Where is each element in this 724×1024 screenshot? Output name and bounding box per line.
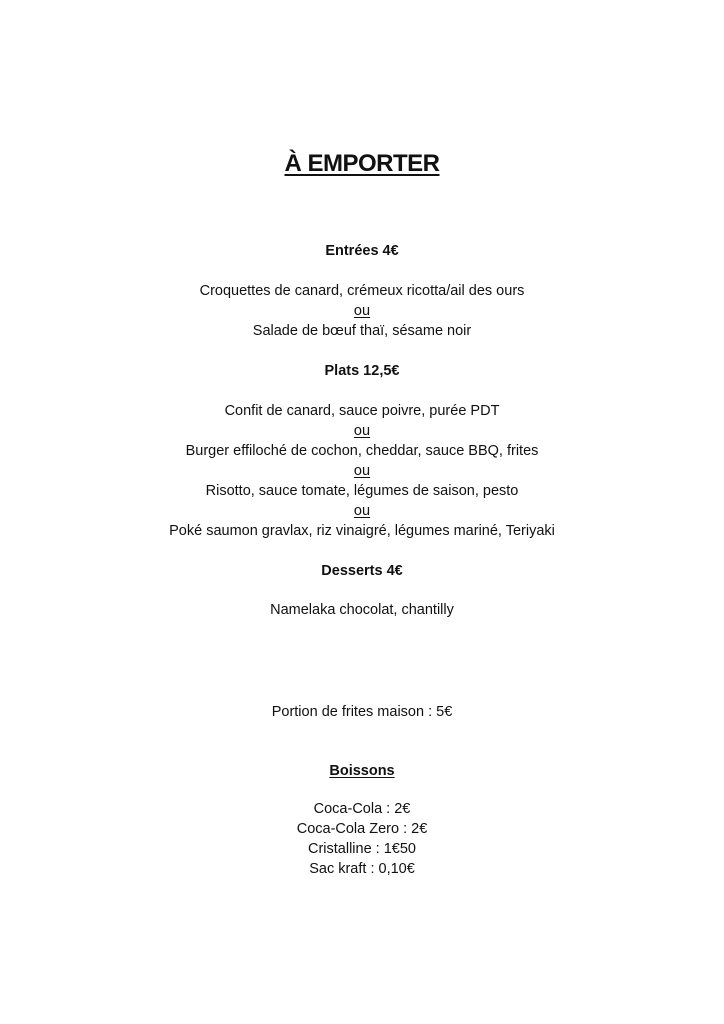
or-separator: ou bbox=[353, 463, 371, 479]
or-separator: ou bbox=[353, 303, 371, 319]
desserts-heading: Desserts 4€ bbox=[321, 563, 403, 579]
or-separator: ou bbox=[353, 423, 371, 439]
plats-heading: Plats 12,5€ bbox=[324, 363, 400, 379]
plat-item: Risotto, sauce tomate, légumes de saison, pesto bbox=[205, 483, 519, 499]
boisson-item: Cristalline : 1€50 bbox=[308, 841, 416, 857]
plat-item: Confit de canard, sauce poivre, purée PDT bbox=[224, 403, 500, 419]
boisson-item: Coca-Cola : 2€ bbox=[313, 801, 411, 817]
dessert-item: Namelaka chocolat, chantilly bbox=[270, 602, 454, 618]
boisson-item: Sac kraft : 0,10€ bbox=[309, 861, 415, 877]
entree-item: Croquettes de canard, crémeux ricotta/ail des ours bbox=[199, 283, 525, 299]
entrees-heading: Entrées 4€ bbox=[325, 243, 399, 259]
page-title: À EMPORTER bbox=[284, 150, 440, 177]
entree-item: Salade de bœuf thaï, sésame noir bbox=[252, 323, 472, 339]
boisson-item: Coca-Cola Zero : 2€ bbox=[296, 821, 428, 837]
boissons-heading: Boissons bbox=[329, 763, 395, 779]
frites-item: Portion de frites maison : 5€ bbox=[271, 704, 453, 720]
or-separator: ou bbox=[353, 503, 371, 519]
plat-item: Burger effiloché de cochon, cheddar, sauce BBQ, frites bbox=[185, 443, 539, 459]
plat-item: Poké saumon gravlax, riz vinaigré, légumes mariné, Teriyaki bbox=[169, 523, 555, 539]
